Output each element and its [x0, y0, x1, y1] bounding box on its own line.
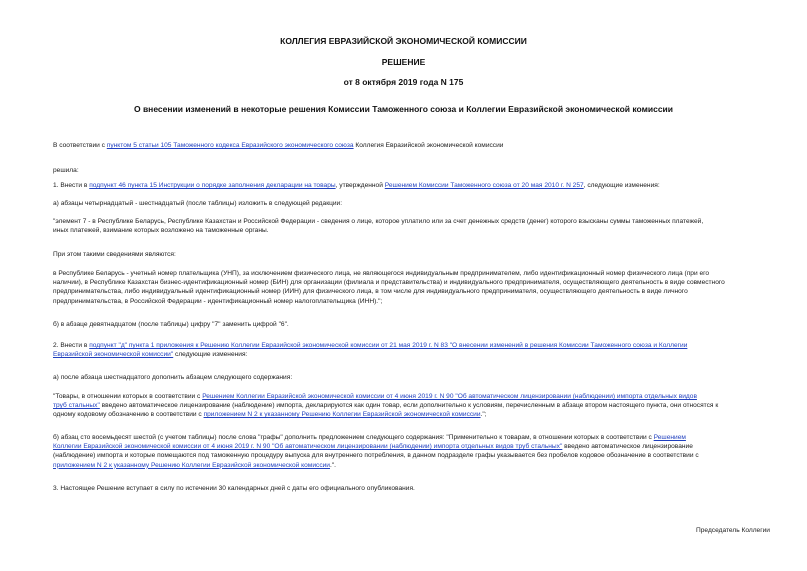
issuing-body: КОЛЛЕГИЯ ЕВРАЗИЙСКОЙ ЭКОНОМИЧЕСКОЙ КОМИССИИ: [280, 36, 527, 46]
decided-label: решила:: [53, 167, 79, 174]
item-1-text-mid: , утвержденной: [335, 182, 385, 189]
item-1-text: 1. Внести в: [53, 182, 90, 189]
item-1: [53, 181, 660, 190]
by-kz-ru-line-2: наличии), в Республике Казахстан бизнес-идентификационный номер (БИН) для организации (филиала и представительства) и индивидуального предпринимателя, осуществляющего деятельность в виде совместного: [53, 279, 725, 287]
idents-intro: При этом такими сведениями являются:: [53, 251, 176, 258]
preamble-text: В соответствии с: [53, 142, 107, 149]
quote-2-text-end: .";: [480, 411, 487, 419]
document-type: РЕШЕНИЕ: [381, 57, 426, 67]
quote-2-text-mid: введено автоматическое лицензирование (наблюдение) импорта, декларируются как один товар, если дополнительно к условиям, перечисленным в абзаце втором настоящего пункта, они относятся к: [99, 402, 719, 410]
decision-90-link[interactable]: Решением Коллегии Евразийской экономической комиссии от 4 июня 2019 г. N 90 "Об автоматическом лицензировании (наблюдении) импорта отдельных видов: [202, 393, 697, 400]
decision-257-link[interactable]: Решением Комиссии Таможенного союза от 20 мая 2010 г. N 257: [384, 182, 584, 189]
item-2b: [53, 433, 772, 470]
item-2a: а) после абзаца шестнадцатого дополнить абзацем следующего содержания:: [53, 374, 293, 381]
document-date-number: от 8 октября 2019 года N 175: [343, 77, 464, 87]
annex-2-link-b[interactable]: приложением N 2 к указанному Решению Коллегии Евразийской экономической комиссии: [53, 461, 330, 469]
annex-2-link[interactable]: приложением N 2 к указанному Решению Коллегии Евразийской экономической комиссии: [203, 411, 481, 419]
preamble: [53, 141, 503, 150]
item-2: [53, 341, 772, 359]
item-1a: а) абзацы четырнадцатый - шестнадцатый (после таблицы) изложить в следующей редакции:: [53, 200, 343, 207]
item-2b-text: б) абзац сто восемьдесят шестой (с учетом таблицы) после слова "графы" дополнить предложением следующего содержания: "Применительно к товарам, в отношении которых в соответствии с: [53, 434, 654, 441]
by-kz-ru-line-1: в Республике Беларусь - учетный номер плательщика (УНП), за исключением физического лица, не являющегося индивидуальным предпринимателем, либо идентификационный номер физического лица (при его: [53, 270, 710, 277]
quote-1-line-1: "элемент 7 - в Республике Беларусь, Республике Казахстан и Российской Федерации - сведения о лице, которое уплатило или за счет денежных средств (денег) которого взысканы суммы таможенных платежей,: [53, 218, 704, 225]
preamble-text-end: Коллегия Евразийской экономической комиссии: [353, 142, 504, 149]
customs-code-link[interactable]: пунктом 5 статьи 105 Таможенного кодекса Евразийского экономического союза: [106, 142, 354, 149]
signature: Председатель Коллегии: [696, 527, 770, 534]
quote-1: [53, 217, 772, 235]
item-2b-text-end: .".: [330, 461, 337, 469]
item-2b-text-mid: введено автоматическое лицензирование: [562, 443, 693, 451]
instruction-link[interactable]: подпункт 46 пункта 15 Инструкции о порядке заполнения декларации на товары: [89, 182, 336, 189]
item-2b-line-3: (наблюдение) импорта и которые помещаются под таможенную процедуру выпуска для внутреннего потребления, в данном подразделе графы указывается без пробелов кодовое обозначение в соответствии с: [53, 452, 699, 460]
decision-90-link-b-cont[interactable]: Коллегии Евразийской экономической комиссии от 4 июня 2019 г. N 90 "Об автоматическом лицензировании (наблюдении) импорта отдельных видов труб стальных": [53, 443, 563, 451]
item-2-text: 2. Внести в: [53, 342, 90, 349]
document-subject: О внесении изменений в некоторые решения Комиссии Таможенного союза и Коллегии Евразийской экономической комиссии: [133, 104, 673, 114]
decision-90-link-b[interactable]: Решением: [653, 434, 686, 441]
item-1-text-end: , следующие изменения:: [583, 182, 660, 189]
by-kz-ru-line-4: предпринимательства, в Российской Федерации - идентификационный номер налогоплательщика (ИНН).";: [53, 297, 383, 305]
item-1b: б) в абзаце девятнадцатом (после таблицы) цифру "7" заменить цифрой "6".: [53, 321, 289, 328]
quote-1-line-2: иных платежей, взимание которых возложено на таможенные органы.: [53, 227, 269, 235]
item-2-text-end: следующие изменения:: [173, 351, 248, 359]
quote-2-text: "Товары, в отношении которых в соответствии с: [53, 393, 203, 400]
quote-2-line-3: одному кодовому обозначению в соответствии с: [53, 411, 204, 419]
decision-90-link-cont[interactable]: труб стальных": [53, 402, 100, 410]
item-3: 3. Настоящее Решение вступает в силу по истечении 30 календарных дней с даты его официального опубликования.: [53, 485, 415, 492]
by-kz-ru-paragraph: [53, 269, 772, 306]
quote-2: [53, 392, 772, 420]
decision-83-link-cont[interactable]: Евразийской экономической комиссии": [53, 351, 174, 359]
by-kz-ru-line-3: предпринимательства, либо индивидуальный идентификационный номер (ИИН) для физического лица, в том числе для индивидуального предпринимателя, осуществляющего деятельность в виде личного: [53, 288, 688, 296]
decision-83-link[interactable]: подпункт "д" пункта 1 приложения к Решению Коллегии Евразийской экономической комиссии от 21 мая 2019 г. N 83 "О внесении изменений в решения Комиссии Таможенного союза и Коллегии: [89, 342, 688, 349]
